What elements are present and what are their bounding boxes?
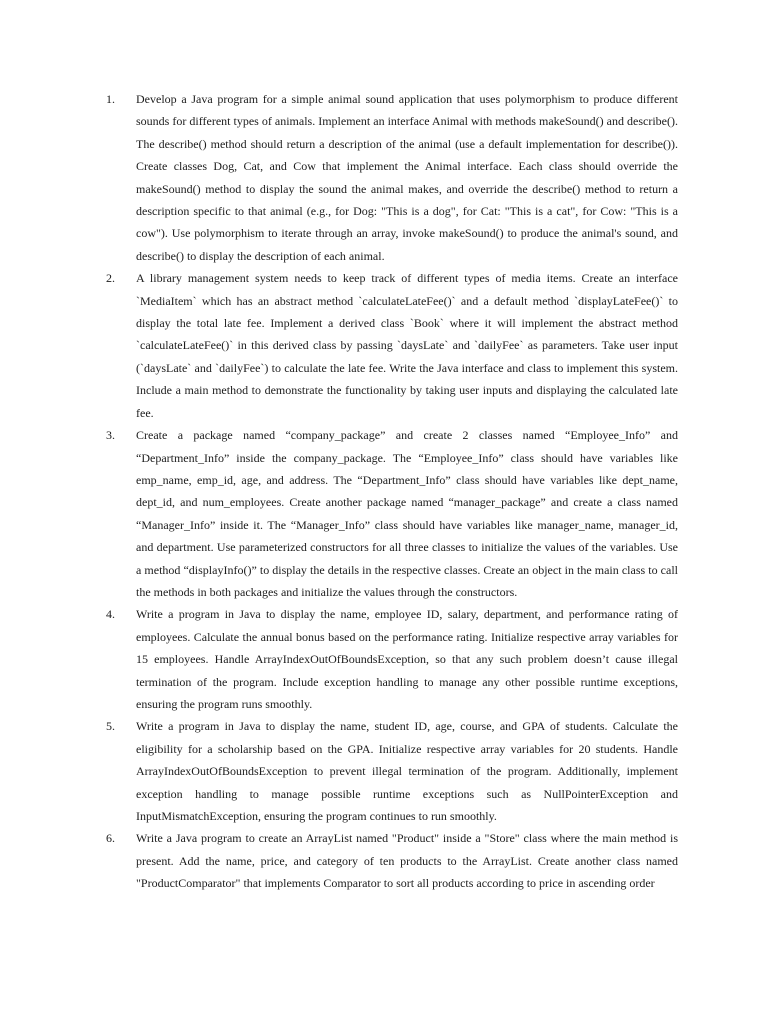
question-number: 2. (106, 271, 115, 286)
question-number: 3. (106, 428, 115, 443)
question-text: A library management system needs to keep track of different types of media items. Create an interface `MediaItem` which has an abstract method `calculateLateFee()` and a default method `displayLateFee()` to display the total late fee. Implement a derived class `Book` where it will implement the abstract method `calculateLateFee()` in this derived class by passing `daysLate` and `dailyFee` as parameters. Take user input (`daysLate` and `dailyFee`) to calculate the late fee. Write the Java interface and class to implement this system. Include a main method to demonstrate the functionality by taking user inputs and displaying the calculated late fee. (136, 271, 678, 420)
question-number: 4. (106, 607, 115, 622)
question-text: Write a Java program to create an ArrayList named "Product" inside a "Store" class where the main method is present. Add the name, price, and category of ten products to the ArrayList. Create another class named "ProductComparator" that implements Comparator to sort all products according to price in ascending order (136, 831, 678, 891)
question-list (106, 88, 678, 895)
question-item (106, 424, 678, 603)
question-number: 5. (106, 719, 115, 734)
question-text: Create a package named “company_package” and create 2 classes named “Employee_Info” and “Department_Info” inside the company_package. The “Employee_Info” class should have variables like emp_name, emp_id, age, and address. The “Department_Info” class should have variables like dept_name, dept_id, and num_employees. Create another package named “manager_package” and create a class named “Manager_Info” inside it. The “Manager_Info” class should have variables like manager_name, manager_id, and department. Use parameterized constructors for all three classes to initialize the values of the variables. Use a method “displayInfo()” to display the details in the respective classes. Create an object in the main class to call the methods in both packages and initialize the values through the constructors. (136, 428, 678, 599)
question-item (106, 603, 678, 715)
question-text: Write a program in Java to display the name, employee ID, salary, department, and performance rating of employees. Calculate the annual bonus based on the performance rating. Initialize respective array variables for 15 employees. Handle ArrayIndexOutOfBoundsException, so that any such problem doesn’t cause illegal termination of the program. Include exception handling to manage any other possible runtime exceptions, ensuring the program runs smoothly. (136, 607, 678, 711)
question-number: 1. (106, 92, 115, 106)
question-item (106, 88, 678, 267)
question-text: Write a program in Java to display the name, student ID, age, course, and GPA of students. Calculate the eligibility for a scholarship based on the GPA. Initialize respective array variables for 20 students. Handle ArrayIndexOutOfBoundsException to prevent illegal termination of the program. Additionally, implement exception handling to manage possible runtime exceptions such as NullPointerException and InputMismatchException, ensuring the program continues to run smoothly. (136, 719, 678, 823)
question-number: 6. (106, 831, 115, 846)
question-text: Develop a Java program for a simple animal sound application that uses polymorphism to produce different sounds for different types of animals. Implement an interface Animal with methods makeSound() and describe(). The describe() method should return a description of the animal (use a default implementation for describe()). Create classes Dog, Cat, and Cow that implement the Animal interface. Each class should override the makeSound() method to display the sound the animal makes, and override the describe() method to return a description specific to that animal (e.g., for Dog: "This is a dog", for Cat: "This is a cat", for Cow: "This is a cow"). Use polymorphism to iterate through an array, invoke makeSound() to produce the animal's sound, and describe() to display the description of each animal. (136, 92, 678, 263)
question-item (106, 267, 678, 424)
question-item (106, 715, 678, 827)
question-item (106, 827, 678, 894)
